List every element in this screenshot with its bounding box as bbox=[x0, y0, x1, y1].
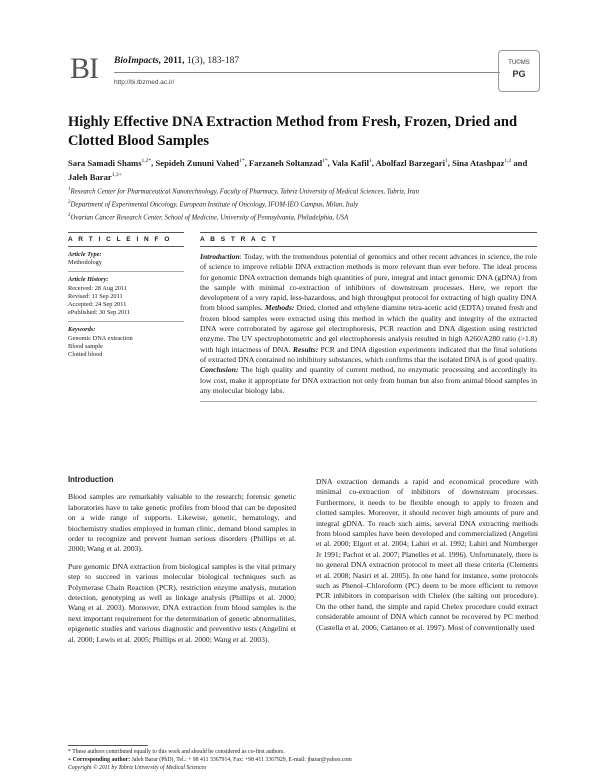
article-history-label: Article History: bbox=[68, 276, 109, 284]
copyright: Copyright © 2011 by Tabriz University of Medical Sciences bbox=[68, 765, 207, 771]
author-1-sup: 1,2* bbox=[141, 158, 152, 164]
article-type-value: Methodology bbox=[68, 259, 102, 267]
affiliation-2 bbox=[68, 198, 548, 211]
author-6: , Sina Atashpaz bbox=[447, 157, 505, 168]
keywords-block bbox=[68, 322, 184, 363]
author-6-sup: 1,2 bbox=[504, 158, 512, 164]
abstract-results-text: PCR and DNA digestion experiments indicated that the final solutions of extracted DNA contained no inhibitory substances, which confirms that the isolated DNA is of good quality. bbox=[200, 344, 537, 364]
affiliation-2-text: Department of Experimental Oncology, European Institute of Oncology, IFOM-IEO Campus, Milan, Italy bbox=[70, 201, 359, 209]
affiliation-1-sup: 1 bbox=[68, 187, 71, 192]
footnote-co-first: * These authors contributed equally to this work and should be considered as co-first authors. bbox=[68, 749, 285, 755]
journal-header bbox=[70, 50, 540, 92]
corresponding-text: Jaleh Barar (PhD), Tel.: + 98 411 3367914, Fax: +98 411 3367929, E-mail: jbarar@yahoo.com bbox=[130, 757, 352, 763]
keyword-1: Genomic DNA extraction bbox=[68, 334, 133, 342]
abstract-rule bbox=[200, 396, 537, 402]
corresponding-label: + Corresponding author: bbox=[68, 757, 131, 763]
author-5-sup: 1 bbox=[445, 158, 448, 164]
introduction-paragraph-2: Pure genomic DNA extraction from biological samples is the vital primary step to succeed in various molecular biological techniques such as Polymerase Chain Reaction (PCR), restriction enzyme analysis, mutation detection, genotyping as well as linkage analysis (Phillips et al. 2000; Wang et al. 2003). Moreover, DNA extraction from blood samples is the next important requirement for the determination of genetic abnormalities, epigenetic studies and various diagnostic and preventive tests (Angelini et al. 2000; Lewis et al. 2005; Phillips et al. 2000; Wang et al. 2003). bbox=[68, 561, 296, 644]
abstract-heading: A B S T R A C T bbox=[200, 232, 537, 247]
article-history-block bbox=[68, 272, 184, 322]
author-3: , Farzaneh Soltanzad bbox=[244, 157, 323, 168]
author-4-sup: 1 bbox=[368, 158, 372, 164]
footnote-rule bbox=[68, 745, 148, 746]
author-7-sup: 1,3+ bbox=[111, 171, 122, 178]
abstract-intro-label: Introduction bbox=[200, 252, 240, 261]
article-info bbox=[68, 232, 184, 363]
history-accepted: Accepted: 24 Sep 2011 bbox=[68, 301, 127, 309]
abstract-methods-label: Methods: bbox=[264, 303, 295, 313]
introduction-heading: Introduction bbox=[68, 475, 114, 484]
abstract-conclusion-label: Conclusion: bbox=[200, 365, 239, 375]
affiliation-3 bbox=[68, 211, 548, 224]
article-type-label: Article Type: bbox=[68, 251, 102, 258]
affiliation-2-sup: 2 bbox=[68, 199, 71, 205]
affiliation-1-text: Research Center for Pharmaceutical Nanotechnology, Faculty of Pharmacy, Tabriz University of Medical Sciences, Tabriz, Iran bbox=[70, 188, 419, 196]
article-type-block bbox=[68, 247, 184, 272]
author-3-sup: 1* bbox=[322, 158, 328, 164]
abstract bbox=[200, 232, 537, 402]
author-7: and Jaleh Barar bbox=[68, 157, 528, 182]
author-2: , Sepideh Zununi Vahed bbox=[151, 157, 240, 168]
abstract-conclusion-text: The high quality and quantity of current method, no enzymatic processing and accordingly its low cost, make it appropriate for DNA extraction not only from human but also from animal blood samples in any molecular biology labs. bbox=[200, 365, 537, 395]
article-title: Highly Effective DNA Extraction Method from Fresh, Frozen, Dried and Clotted Blood Samples bbox=[68, 114, 518, 149]
affiliation-1 bbox=[68, 185, 548, 198]
keyword-2: Blood sample bbox=[68, 342, 103, 350]
author-1: Sara Samadi Shams bbox=[68, 157, 142, 168]
keyword-3: Clotted blood bbox=[68, 351, 103, 359]
introduction-column-2: DNA extraction demands a rapid and economical procedure with minimal co-extraction of inhibitors of downstream processes. Furthermore, it needs to be flexible enough to apply to frozen and clotted samples. Moreover, it should recover high amounts of pure and integral gDNA. To reach such aims, several DNA extracting methods from blood samples have been developed and commercialized (Angelini et al. 2000; Elgort et al. 2004; Lahiri et al. 1992; Lahiri and Nurnberger Jr 1991; Pachot et al. 2007; Planelles et al. 1996). Unfortunately, there is no general DNA extraction protocol to meet all these criteria (Clements et al. 2008; Nasiri et al. 2005). In one hand for instance, some protocols such as Phenol–Chloroform (PC) deem to be more efficient to remove PCR inhibitors in comparison with Chelex (the salting out procedure). On the other hand, the simple and rapid Chelex procedure could extract considerable amount of DNA which cannot be recovered by PC method (Castella et al. 2006; Cattaneo et al. 1997). Most of conventionally used bbox=[316, 477, 538, 632]
introduction-paragraph-1: Blood samples are remarkably valuable to the research; forensic genetic laboratories have to take genetic profiles from blood that can be deposited on a wide range of supports. Likewise, genetic, hematology, and biochemistry studies employed in human clinic, demand blood samples in order to recognize and prevent human serious disorders (Phillips et al. 2000; Wang et al. 2003). bbox=[68, 492, 296, 554]
journal-year: 2011, bbox=[163, 56, 185, 66]
author-list bbox=[68, 155, 548, 183]
publisher-logo-line2: PG bbox=[512, 69, 526, 79]
author-2-sup: 1* bbox=[239, 158, 245, 164]
publisher-logo-line1: TU©MS bbox=[508, 60, 530, 66]
footnote-corresponding bbox=[68, 756, 538, 764]
affiliation-3-text: Ovarian Cancer Research Center, School of Medicine, University of Pennsylvania, Philadelphia, USA bbox=[70, 213, 349, 221]
abstract-methods-text: Dried, clotted and ethylene diamine tetra-acetic acid (EDTA) treated fresh and frozen blood samples were extracted using this method in which the quality and integrity of the extracted DNA were corroborated by agarose gel electrophoresis, PCR reaction and DNA digestion using restricted enzyme. The UV spectrophotometric and gel electrophoresis analysis resulted in high A260/A280 ratio (>1.8) with high intactness of DNA. bbox=[200, 303, 537, 354]
affiliation-3-sup: 3 bbox=[68, 212, 71, 218]
abstract-body bbox=[200, 247, 537, 396]
author-4: , Vala Kafil bbox=[327, 157, 369, 168]
journal-citation bbox=[114, 56, 239, 66]
journal-volume: 1(3), 183-187 bbox=[186, 56, 240, 66]
article-info-heading: A R T I C L E I N F O bbox=[68, 232, 184, 247]
history-received: Received: 28 Aug 2011 bbox=[68, 284, 128, 292]
affiliations bbox=[68, 185, 548, 223]
author-5: , Abolfazl Barzegari bbox=[371, 157, 446, 168]
footnotes bbox=[68, 748, 538, 772]
publisher-logo bbox=[498, 50, 540, 92]
history-revised: Revised: 11 Sep 2011 bbox=[68, 292, 123, 300]
header-rule bbox=[114, 72, 500, 73]
introduction-column-1 bbox=[68, 475, 296, 652]
journal-url[interactable]: http://bi.tbzmed.ac.ir/ bbox=[114, 79, 175, 86]
history-epublished: ePublished: 30 Sep 2011 bbox=[68, 309, 131, 317]
abstract-intro-text: : Today, with the tremendous potential of genomics and other recent advances in science, the role of science to improve reliable DNA extraction methods is more relevant than ever before. The ideal process for genomic DNA extraction demands high quantities of pure, integral and intact genomic DNA (gDNA) from the sample with minimal co-extraction of inhibitors of downstream processes. Here, we report the development of a very rapid, less-hazardous, and high throughput protocol for extracting of high quality DNA from blood samples. bbox=[200, 252, 537, 313]
abstract-results-label: Results: bbox=[292, 344, 319, 354]
keywords-label: Keywords: bbox=[68, 326, 96, 334]
journal-name: BioImpacts, bbox=[114, 56, 162, 66]
journal-logo: BI bbox=[70, 52, 98, 85]
